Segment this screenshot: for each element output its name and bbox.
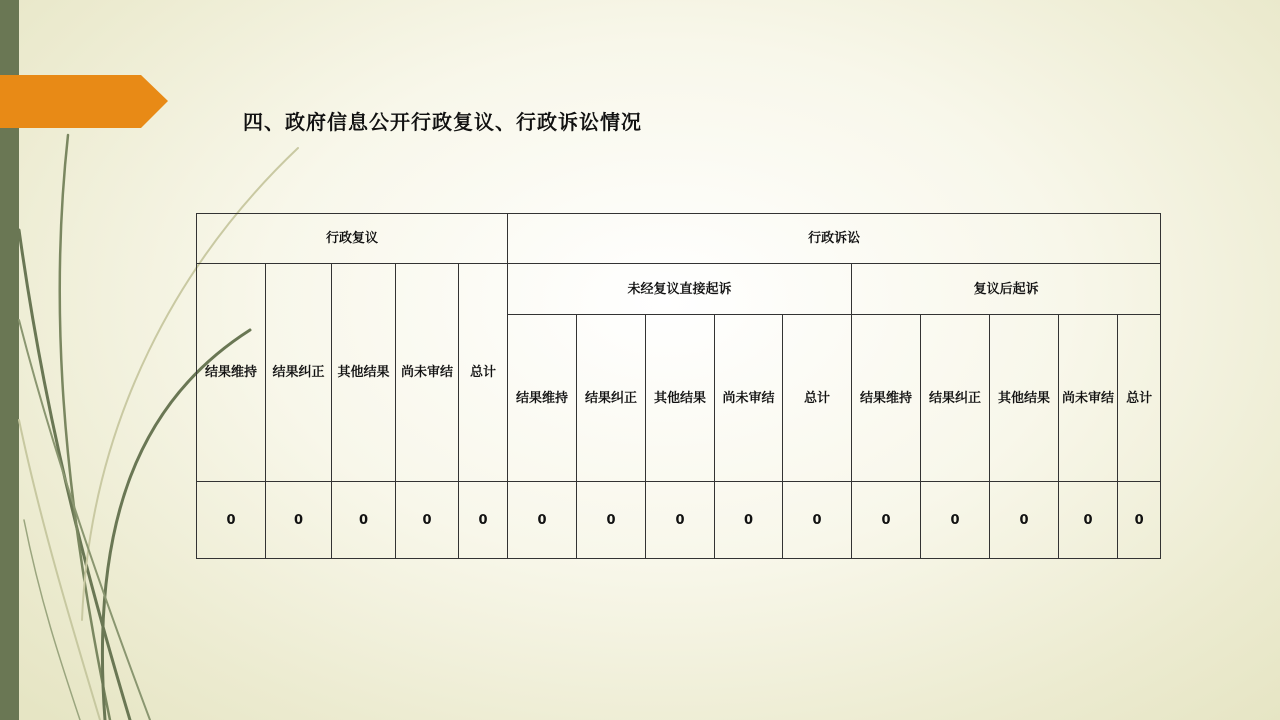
- value-cell: 0: [577, 482, 646, 559]
- value-cell: 0: [852, 482, 921, 559]
- page-title: 四、政府信息公开行政复议、行政诉讼情况: [243, 110, 642, 134]
- review-col-upheld: 结果维持: [197, 264, 266, 482]
- direct-col-other: 其他结果: [646, 314, 715, 481]
- disclosure-table: [196, 213, 1161, 559]
- direct-col-pending: 尚未审结: [715, 314, 783, 481]
- group-header-review: 行政复议: [197, 214, 508, 264]
- direct-col-upheld: 结果维持: [508, 314, 577, 481]
- subheader-after-review: 复议后起诉: [852, 264, 1161, 314]
- value-cell: 0: [197, 482, 266, 559]
- after-col-other: 其他结果: [990, 314, 1059, 481]
- value-cell: 0: [783, 482, 852, 559]
- value-cell: 0: [508, 482, 577, 559]
- value-cell: 0: [990, 482, 1059, 559]
- after-col-pending: 尚未审结: [1059, 314, 1118, 481]
- after-col-corrected: 结果纠正: [921, 314, 990, 481]
- group-header-litigation: 行政诉讼: [508, 214, 1161, 264]
- value-cell: 0: [646, 482, 715, 559]
- value-cell: 0: [1118, 482, 1161, 559]
- value-cell: 0: [332, 482, 396, 559]
- value-cell: 0: [266, 482, 332, 559]
- review-col-pending: 尚未审结: [396, 264, 459, 482]
- direct-col-total: 总计: [783, 314, 852, 481]
- review-col-other: 其他结果: [332, 264, 396, 482]
- direct-col-corrected: 结果纠正: [577, 314, 646, 481]
- value-cell: 0: [396, 482, 459, 559]
- after-col-total: 总计: [1118, 314, 1161, 481]
- review-col-total: 总计: [459, 264, 508, 482]
- subheader-direct-suit: 未经复议直接起诉: [508, 264, 852, 314]
- value-cell: 0: [459, 482, 508, 559]
- orange-arrow-tab: [0, 75, 168, 128]
- review-col-corrected: 结果纠正: [266, 264, 332, 482]
- value-cell: 0: [715, 482, 783, 559]
- value-cell: 0: [921, 482, 990, 559]
- after-col-upheld: 结果维持: [852, 314, 921, 481]
- value-cell: 0: [1059, 482, 1118, 559]
